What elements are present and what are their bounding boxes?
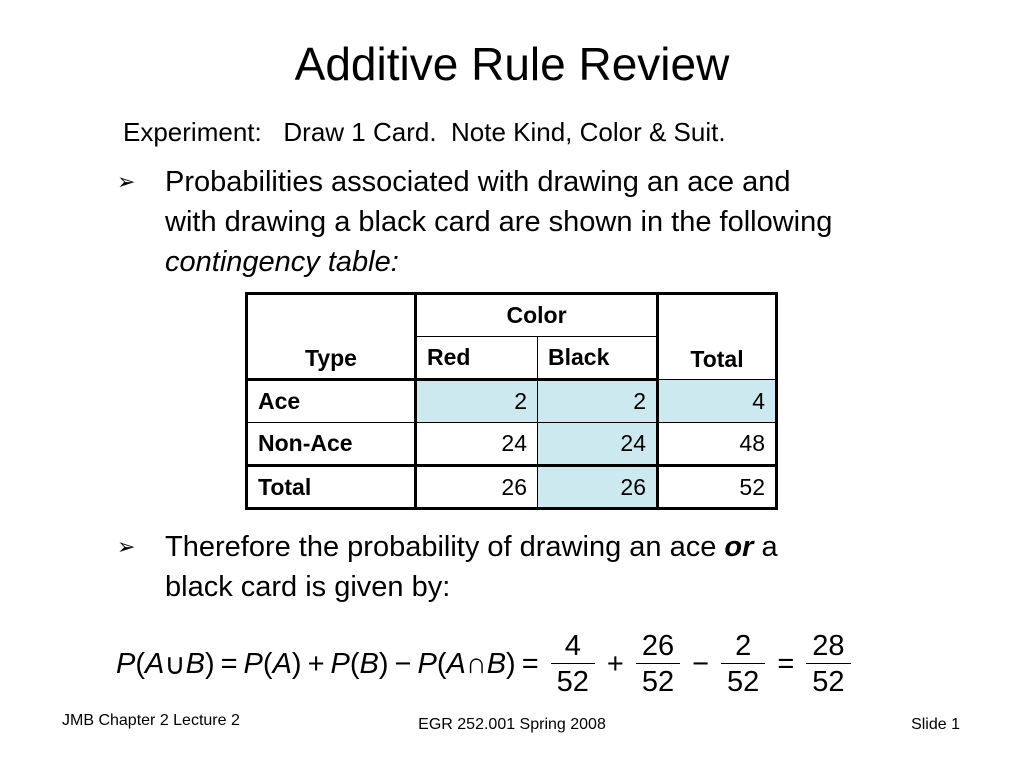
- arrow-bullet-icon: ➢: [117, 169, 136, 194]
- paren: (: [135, 647, 146, 680]
- arrow-bullet-icon: ➢: [117, 534, 136, 559]
- header-black: Black: [538, 337, 658, 380]
- bullet-line-italic: contingency table:: [165, 246, 399, 278]
- contingency-table: [245, 292, 778, 510]
- cell-total-total: 52: [658, 466, 777, 509]
- bullet-text: a: [753, 531, 778, 563]
- numerator: 26: [641, 629, 675, 662]
- equals: =: [521, 647, 539, 680]
- bullet-line: [165, 527, 778, 567]
- equals: =: [777, 647, 795, 680]
- sym-b: B: [486, 647, 507, 680]
- paren: ): [291, 647, 302, 680]
- cell-total-black: 26: [538, 466, 658, 509]
- sym-a: A: [145, 647, 165, 680]
- header-red: Red: [416, 337, 538, 380]
- cell-nonace-red: 24: [416, 423, 538, 466]
- cell-ace-total: 4: [658, 380, 777, 423]
- denominator: 52: [641, 665, 675, 698]
- denominator: 52: [812, 665, 845, 698]
- slide-title: Additive Rule Review: [294, 38, 730, 90]
- bullet-text: Therefore the probability of drawing an ace: [165, 531, 725, 563]
- paren: ): [378, 647, 389, 680]
- row-label-non-ace: Non-Ace: [247, 423, 416, 466]
- plus: +: [307, 647, 325, 680]
- cell-ace-red: 2: [416, 380, 538, 423]
- paren: ): [204, 647, 215, 680]
- sym-p: P: [116, 647, 136, 680]
- fraction: [721, 629, 765, 700]
- additive-rule-formula: [116, 624, 857, 704]
- sym-a: A: [272, 647, 292, 680]
- sym-p: P: [417, 647, 437, 680]
- header-type-label: Type: [305, 345, 357, 371]
- header-total: [658, 294, 777, 380]
- denominator: 52: [727, 665, 760, 698]
- cell-nonace-total: 48: [658, 423, 777, 466]
- bullet-line: with drawing a black card are shown in the following: [165, 206, 833, 238]
- paren: ): [506, 647, 516, 680]
- cell-nonace-black: 24: [538, 423, 658, 466]
- fraction: [806, 629, 850, 700]
- sym-a: A: [446, 647, 466, 680]
- intersection-symbol: ∩: [465, 647, 487, 680]
- sym-p: P: [330, 647, 350, 680]
- paren: (: [262, 647, 273, 680]
- fraction: [551, 629, 595, 700]
- sym-p: P: [243, 647, 263, 680]
- header-type: [247, 294, 416, 380]
- cell-total-red: 26: [416, 466, 538, 509]
- sym-b: B: [359, 647, 379, 680]
- plus: +: [606, 647, 624, 680]
- equals: =: [220, 647, 238, 680]
- denominator: 52: [556, 665, 589, 698]
- row-label-ace: Ace: [247, 380, 416, 423]
- paren: (: [436, 647, 447, 680]
- numerator: 2: [735, 629, 752, 662]
- header-total-label: Total: [690, 346, 744, 372]
- emphasis-or: or: [724, 531, 754, 563]
- footer-slide-number: Slide 1: [911, 716, 960, 733]
- cell-ace-black: 2: [538, 380, 658, 423]
- fraction: [636, 629, 680, 700]
- numerator: 4: [564, 629, 581, 662]
- footer-left: JMB Chapter 2 Lecture 2: [62, 712, 240, 729]
- union-symbol: ∪: [164, 648, 186, 681]
- minus: −: [394, 647, 412, 680]
- paren: (: [349, 647, 360, 680]
- bullet-line: black card is given by:: [165, 571, 451, 603]
- sym-b: B: [185, 647, 205, 680]
- header-color: Color: [416, 294, 658, 337]
- minus: −: [692, 647, 710, 680]
- row-label-total: Total: [247, 466, 416, 509]
- numerator: 28: [812, 629, 845, 662]
- bullet-line: Probabilities associated with drawing an ace and: [165, 166, 791, 198]
- experiment-line: Experiment: Draw 1 Card. Note Kind, Color & Suit.: [123, 117, 726, 147]
- footer-center: EGR 252.001 Spring 2008: [418, 716, 606, 733]
